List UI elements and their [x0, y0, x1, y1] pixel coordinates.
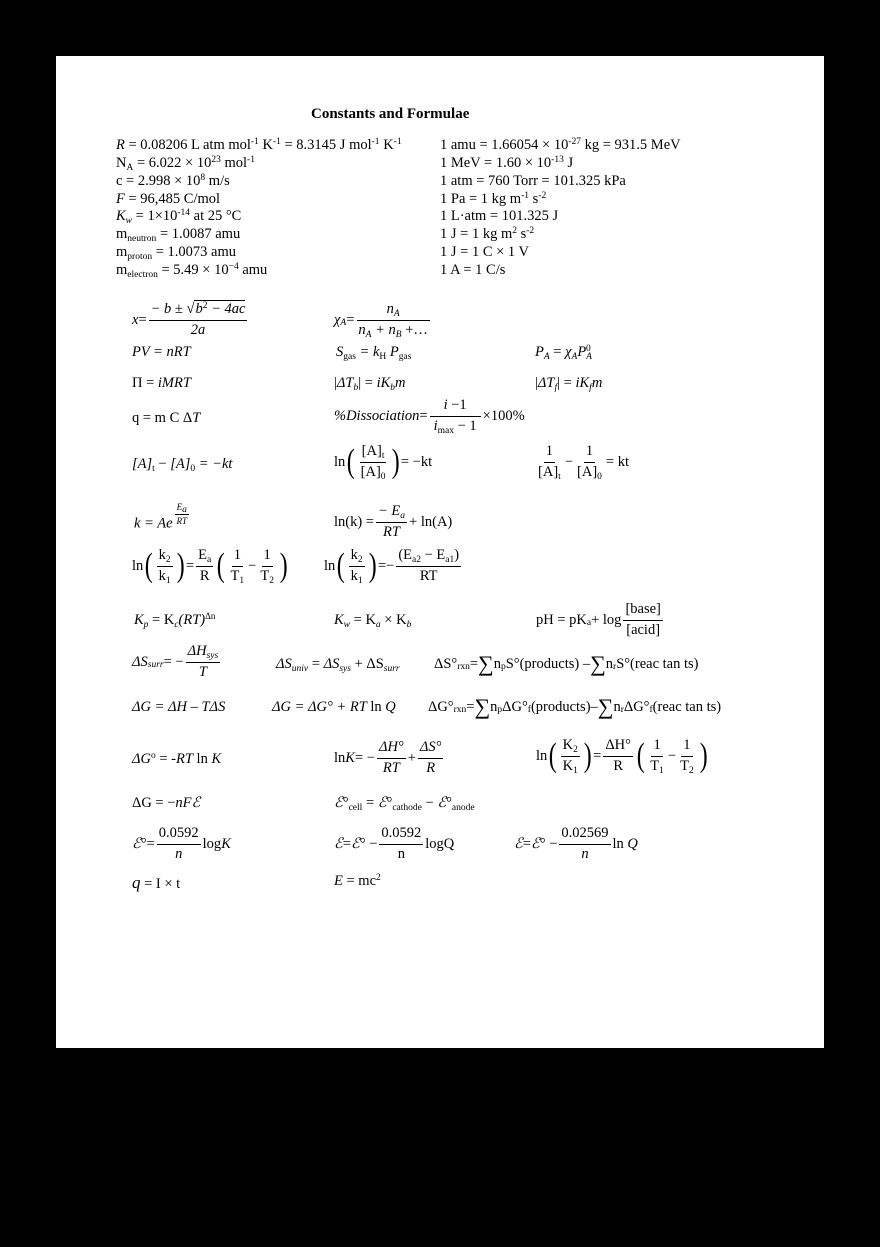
formula-kw-ka-kb: $K_w = K_a \times K_b$: [334, 612, 412, 630]
constant-latm: 1 L·atm = 101.325 J: [440, 208, 559, 224]
formula-entropy-universe: $\Delta S_{univ} = \Delta S_{sys} + \Delta S_{surr}$: [276, 656, 400, 674]
formula-nernst-log: ℰ = ℰ ° − $\frac{0.0592}{n}$ logQ: [334, 825, 455, 862]
formula-arrhenius-log: ln(k) = $\frac{- E_a}{RT}$ + ln(A): [334, 503, 453, 540]
formula-kp-kc: $K_p = K_c(RT)^{\Delta n}$: [134, 611, 216, 630]
formula-standard-potential-log-k: ℰ ° = $\frac{0.0592}{n}$ log K: [132, 825, 231, 862]
constant-joule: 1 J = 1 kg $m^2$ $s^{-2}$: [440, 225, 535, 242]
formula-mass-energy: $E = mc^2$: [334, 872, 381, 889]
formula-zero-order: $[A]_t - [A]_0 = -kt$: [132, 456, 233, 474]
constant-faraday: F = 96,485 C/mol: [116, 191, 221, 207]
formula-first-order: ln ( $\frac{[A]_t}{[A]_0}$ ) = −kt: [334, 443, 433, 482]
formula-gibbs-equilibrium: $\Delta G^o = -RT$ ln K: [132, 750, 222, 767]
constant-proton-mass: $m_{proton} = 1.0073$ amu: [116, 244, 236, 262]
formula-heat: q = m C ΔT: [132, 410, 201, 426]
formula-entropy-surroundings: ΔS $_{surr}$ = − $\frac{\Delta H_{sys}}{T}$: [132, 643, 219, 680]
formula-ln-k-enthalpy-entropy: ln K = − $\frac{\Delta H^\circ}{RT}$ + $\frac{\Delta S^\circ}{R}$: [334, 739, 442, 776]
formula-activation-energy-difference: ln ( $\frac{k_2}{k_1}$ ) = − $\frac{(E_{a2} - E_{a1})}{RT}$: [324, 547, 460, 586]
formula-nernst-ln: ℰ = ℰ ° − $\frac{0.02569}{n}$ ln Q: [514, 825, 638, 862]
constant-speed-of-light: $c = 2.998 \times 10^8$ m/s: [116, 172, 230, 189]
formula-standard-gibbs-reaction: ΔG° $_{rxn}$ = ∑ n $_p$ ΔG° $_f$ (products)– ∑ n $_r$ ΔG° $_f$ (reac tan ts): [428, 694, 722, 719]
constant-avogadro: $N_A = 6.022 \times 10^{23}$ mol$^{-1}$: [116, 154, 255, 173]
formula-second-order: $\frac{1}{[A]_t}$ − $\frac{1}{[A]_0}$ = kt: [538, 443, 630, 482]
page-title: Constants and Formulae: [311, 106, 470, 122]
constant-electron-mass: $m_{electron} = 5.49 \times 10^{-4}$ amu: [116, 261, 268, 280]
formula-standard-entropy-reaction: ΔS° $_{rxn}$ = ∑ n $_p$ S°(products) – ∑ n $_r$ S°(reac tan ts): [434, 651, 699, 676]
formula-gibbs: ΔG = ΔH – TΔS: [132, 699, 226, 715]
formula-henry-law: $S_{gas} = k_H$ $P_{gas}$: [336, 344, 412, 362]
constant-neutron-mass: $m_{neutron} = 1.0087$ amu: [116, 226, 241, 244]
formula-gibbs-cell-potential: ΔG = −nFℰ: [132, 795, 201, 811]
formula-quadratic: x = $\frac{- b \pm √b^2 - 4ac}{2a}$: [132, 300, 246, 338]
constant-amu: 1 amu = $1.66054 \times 10^{-27}$ kg = 931.5 MeV: [440, 136, 681, 153]
formula-freezing-point-depression: $|\Delta T_f| = iK_fm$: [535, 375, 603, 393]
constant-pascal: 1 Pa = 1 kg $m^{-1}$ $s^{-2}$: [440, 190, 547, 207]
formula-arrhenius: k = Ae $^{\frac{E_a}{RT}}$: [134, 501, 188, 532]
formula-standard-cell-potential: $ℰ^\circ_{cell}$ = $ℰ^\circ_{cathode}$ − $ℰ^\circ_{anode}$: [334, 795, 475, 813]
constant-mev: 1 MeV = $1.60 \times 10^{-13}$ J: [440, 154, 574, 171]
constant-gas-constant: R = 0.08206 L atm mol$^{-1}$ $K^{-1} = 8.3145$ J mol$^{-1}$ $K^{-1}$: [116, 136, 402, 153]
formula-van-t-hoff: ln ( $\frac{K_2}{K_1}$ ) = $\frac{\Delta H^\circ}{R}$ ( $\frac{1}{T_1}$ − $\frac{1}{T_2}$ ): [536, 737, 708, 776]
constant-ampere: 1 A = 1 C/s: [440, 262, 506, 278]
formula-charge: q = I × t: [132, 873, 181, 892]
document-page: [56, 56, 824, 1048]
constant-joule-cv: 1 J = 1 C × 1 V: [440, 244, 530, 260]
formula-henderson-hasselbalch: pH = pK $_a$ + log $\frac{\text{[base]}}{\text{[acid]}}$: [536, 601, 661, 638]
formula-gibbs-reaction-quotient: ΔG = ΔG° + RT ln Q: [272, 699, 396, 715]
constant-atm: 1 atm = 760 Torr = 101.325 kPa: [440, 173, 626, 189]
constant-kw: $K_w = 1\times 10^{-14}$ at 25 °C: [116, 207, 242, 226]
formula-ideal-gas: PV = nRT: [132, 344, 191, 360]
formula-osmotic-pressure: Π = iMRT: [132, 375, 191, 391]
formula-percent-dissociation: %Dissociation = $\frac{i -1}{i_{max} - 1}$ ×100%: [334, 397, 525, 436]
formula-boiling-point-elevation: $|\Delta T_b| = iK_bm$: [334, 375, 406, 393]
formula-mole-fraction: χ $_A$ = $\frac{n_A}{n_A + n_B +\dots}$: [334, 301, 428, 340]
formula-raoult-law: $P_A = \chi_AP_A^0$: [535, 343, 592, 362]
formula-arrhenius-two-point: ln ( $\frac{k_2}{k_1}$ ) = $\frac{E_a}{R}$ ( $\frac{1}{T_1}$ − $\frac{1}{T_2}$ ): [132, 547, 288, 586]
